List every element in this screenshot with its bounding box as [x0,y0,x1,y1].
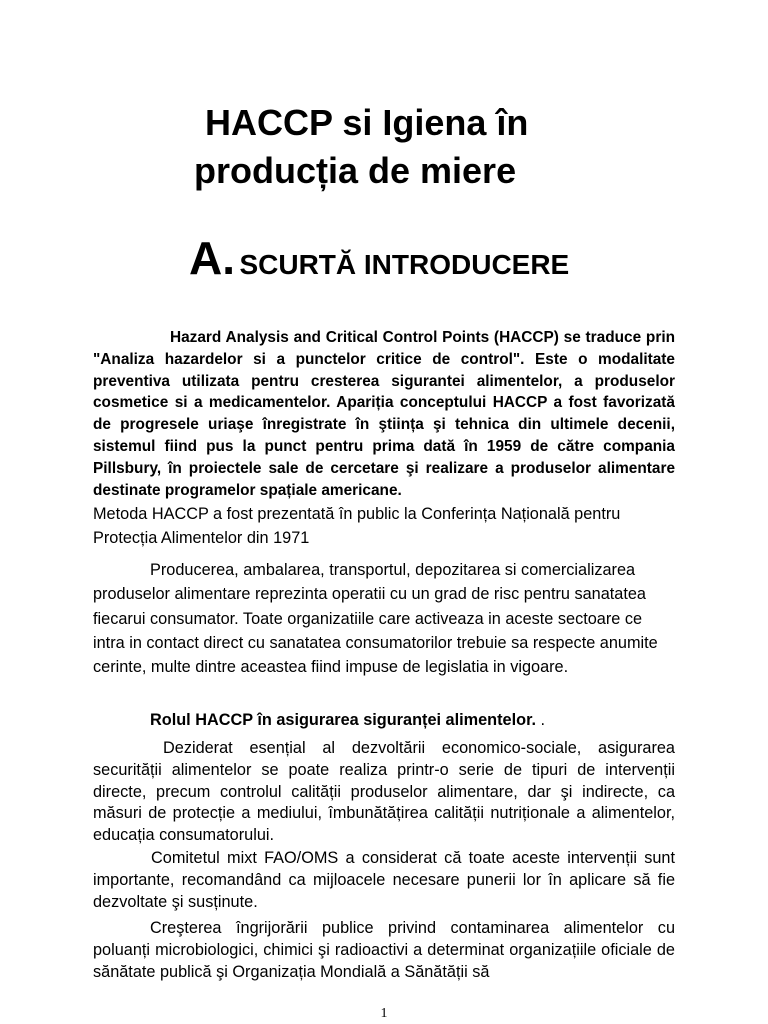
section-title: SCURTĂ INTRODUCERE [239,249,570,280]
page-number: 1 [380,1006,388,1021]
intro-paragraph [93,327,675,501]
role-subheading [150,708,545,732]
intro-paragraph-text: (HACCP) se traduce prin "Analiza hazardelor si a punctelor critice de control". Este o modalitate preventiva utilizata pentru cresterea sigurantei alimentelor, a produselor cosmetice si a medicamentelor. Apariția conceptului HACCP a fost favorizată de progresele uriaşe înregistrate în ştiința şi tehnica din ultimele decenii, sistemul fiind pus la punct pentru prima dată în 1959 de către compania Pillsbury, în proiectele sale de cercetare şi realizare a produselor alimentare destinate programelor spațiale americane. [93,329,675,499]
risk-paragraph: Producerea, ambalarea, transportul, depozitarea si comercializarea produselor alimentare reprezinta operatii cu un grad de risc pentru sanatatea fiecarui consumator. Toate organizatiile care activeaza in aceste sectoare ce intra in contact direct cu sanatatea consumatorilor trebuie sa respecte anumite cerinte, multe dintre aceastea fiind impuse de legislatia in vigoare. [93,561,658,677]
contamination-paragraph: Creşterea îngrijorării publice privind contaminarea alimentelor cu poluanți microbiologici, chimici şi radioactivi a determinat organizațiile oficiale de sănătate publică şi Organizația Mondială a Sănătății să [93,919,675,981]
haccp-term: Hazard Analysis and Critical Control Points [170,329,490,346]
section-heading [189,232,569,291]
history-paragraph: Metoda HACCP a fost prezentată în public la Conferința Națională pentru Protecția Alimentelor din 1971 [93,505,621,548]
fao-oms-paragraph: Comitetul mixt FAO/OMS a considerat că toate aceste intervenții sunt importante, recomandând ca mijloacele necesare punerii lor în aplicare să fie dezvoltate şi susținute. [93,849,675,911]
role-subheading-suffix: . [536,711,546,729]
section-letter: A. [189,232,235,284]
role-subheading-text: Rolul HACCP în asigurarea siguranței alimentelor. [150,711,537,729]
document-title-line-1: HACCP si Igiena în [205,102,529,143]
objective-paragraph: Deziderat esențial al dezvoltării economico-sociale, asigurarea securității alimentelor se poate realiza printr-o serie de tipuri de intervenții directe, precum controlul calității produselor alimentare, dar şi indirecte, ca măsuri de protecție a mediului, îmbunătățirea calității nutriționale a alimentelor, educația consumatorului. [93,739,675,845]
document-title-line-2: producția de miere [194,150,517,191]
